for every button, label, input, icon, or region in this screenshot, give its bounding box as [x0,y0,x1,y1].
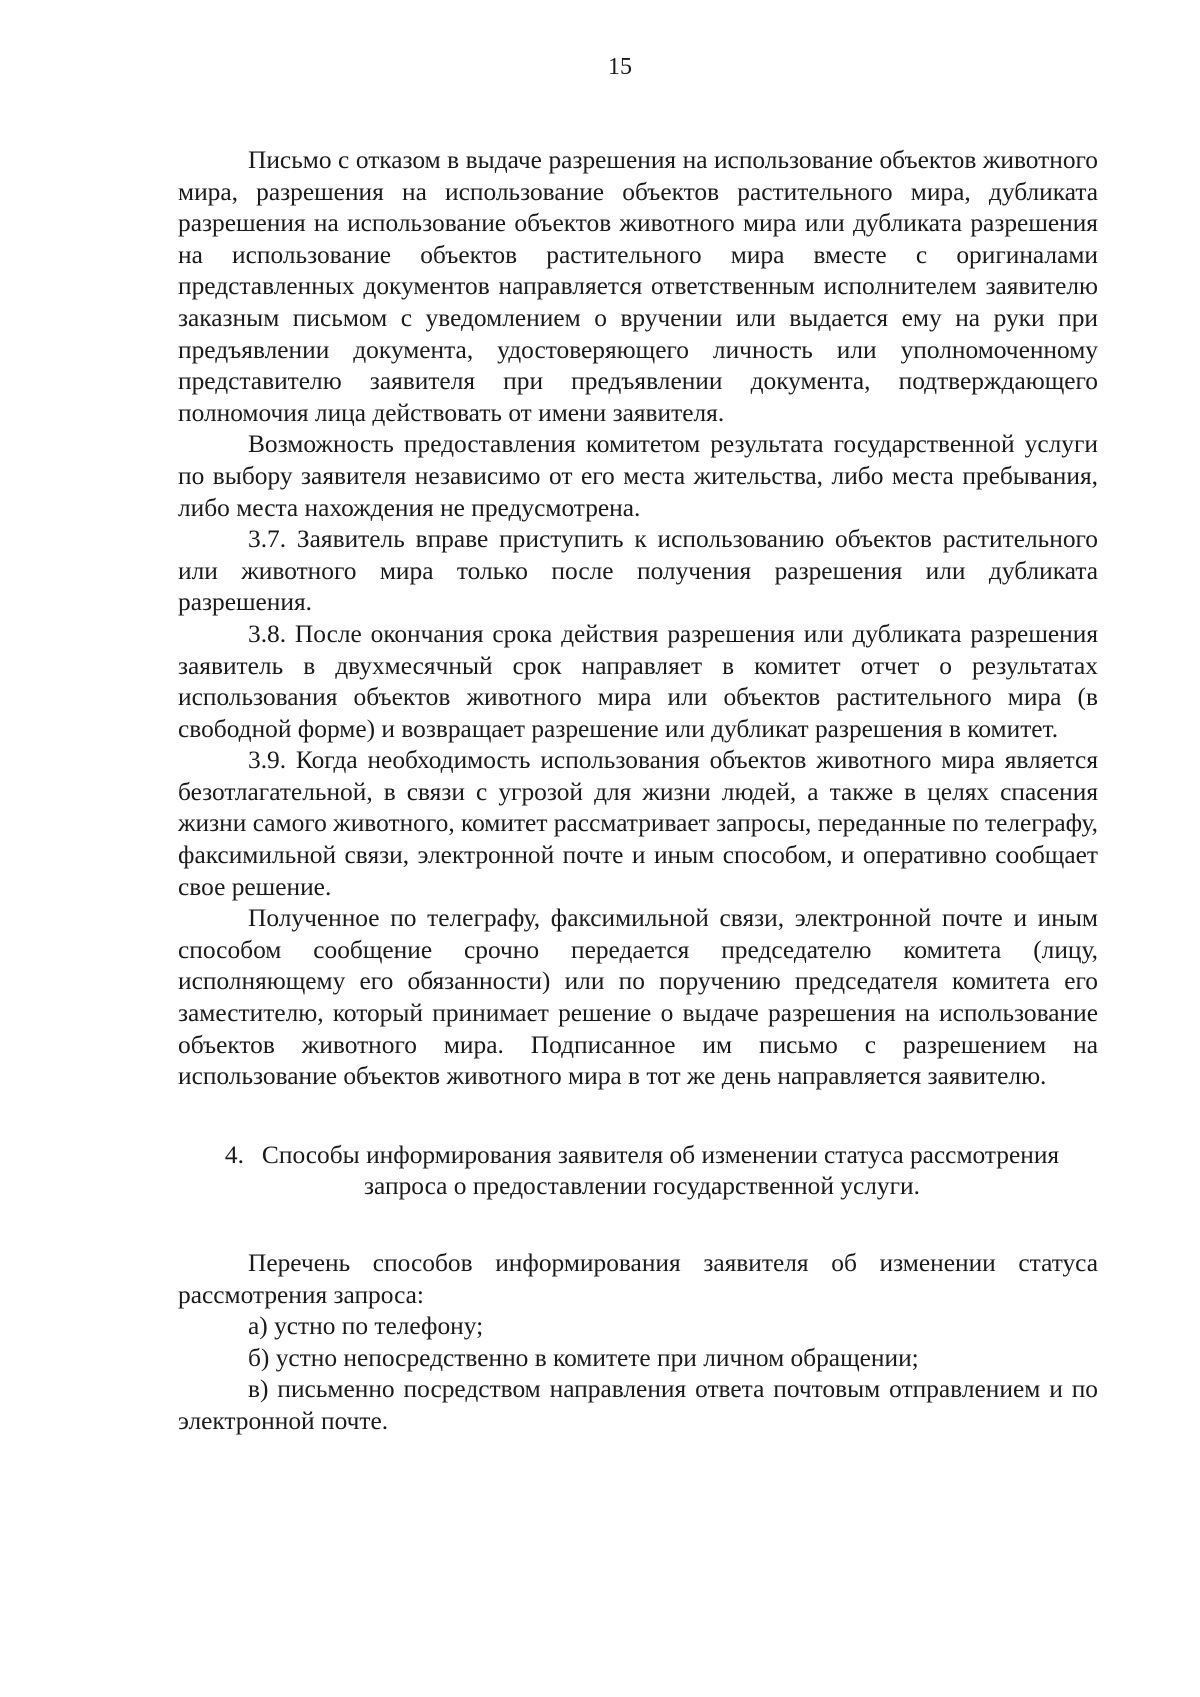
section-title-line2: запроса о предоставлении государственной услуги. [364,1172,920,1201]
paragraph-3-9: 3.9. Когда необходимость использования объектов животного мира является безотлагательной, в связи с угрозой для жизни людей, а также в целях спасения жизни самого животного, комитет рассматривает запросы, переданные по телеграфу, факсимильной связи, электронной почте и иным способом, и оперативно сообщает свое решение. [178,746,1098,901]
document-body [178,145,1098,1438]
list-item-written: в) письменно посредством направления ответа почтовым отправлением и по электронной почте. [178,1375,1098,1435]
section-title-line1: Способы информирования заявителя об изменении статуса рассмотрения [261,1140,1060,1169]
paragraph-result-availability: Возможность предоставления комитетом результата государственной услуги по выбору заявителя независимо от его места жительства, либо места пребывания, либо места нахождения не предусмотрена. [178,430,1098,522]
paragraph-3-8: 3.8. После окончания срока действия разрешения или дубликата разрешения заявитель в двухмесячный срок направляет в комитет отчет о результатах использования объектов животного мира или объектов растительного мира (в свободной форме) и возвращает разрешение или дубликат разрешения в комитет. [178,619,1098,743]
section-4-heading-line1 [186,1140,1098,1172]
page-number: 15 [608,54,632,80]
section-4-heading [178,1140,1098,1203]
paragraph-urgent-requests: Полученное по телеграфу, факсимильной связи, электронной почте и иным способом сообщение срочно передается председателю комитета (лицу, исполняющему его обязанности) или по поручению председателя комитета его заместителю, который принимает решение о выдаче разрешения на использование объектов животного мира. Подписанное им письмо с разрешением на использование объектов животного мира в тот же день направляется заявителю. [178,904,1098,1091]
paragraph-3-7: 3.7. Заявитель вправе приступить к использованию объектов растительного или животного мира только после получения разрешения или дубликата разрешения. [178,525,1098,617]
list-item-in-person: б) устно непосредственно в комитете при личном обращении; [248,1343,919,1372]
paragraph-refusal-letter: Письмо с отказом в выдаче разрешения на использование объектов животного мира, разрешения на использование объектов растительного мира, дубликата разрешения на использование объектов животного мира или дубликата разрешения на использование объектов растительного мира вместе с оригиналами представленных документов направляется ответственным исполнителем заявителю заказным письмом с уведомлением о вручении или выдается ему на руки при предъявлении документа, удостоверяющего личность или уполномоченному представителю заявителя при предъявлении документа, подтверждающего полномочия лица действовать от имени заявителя. [178,146,1098,427]
list-intro: Перечень способов информирования заявителя об изменении статуса рассмотрения запроса: [178,1249,1098,1309]
list-item-phone: а) устно по телефону; [248,1312,484,1341]
section-number: 4. [224,1140,244,1169]
